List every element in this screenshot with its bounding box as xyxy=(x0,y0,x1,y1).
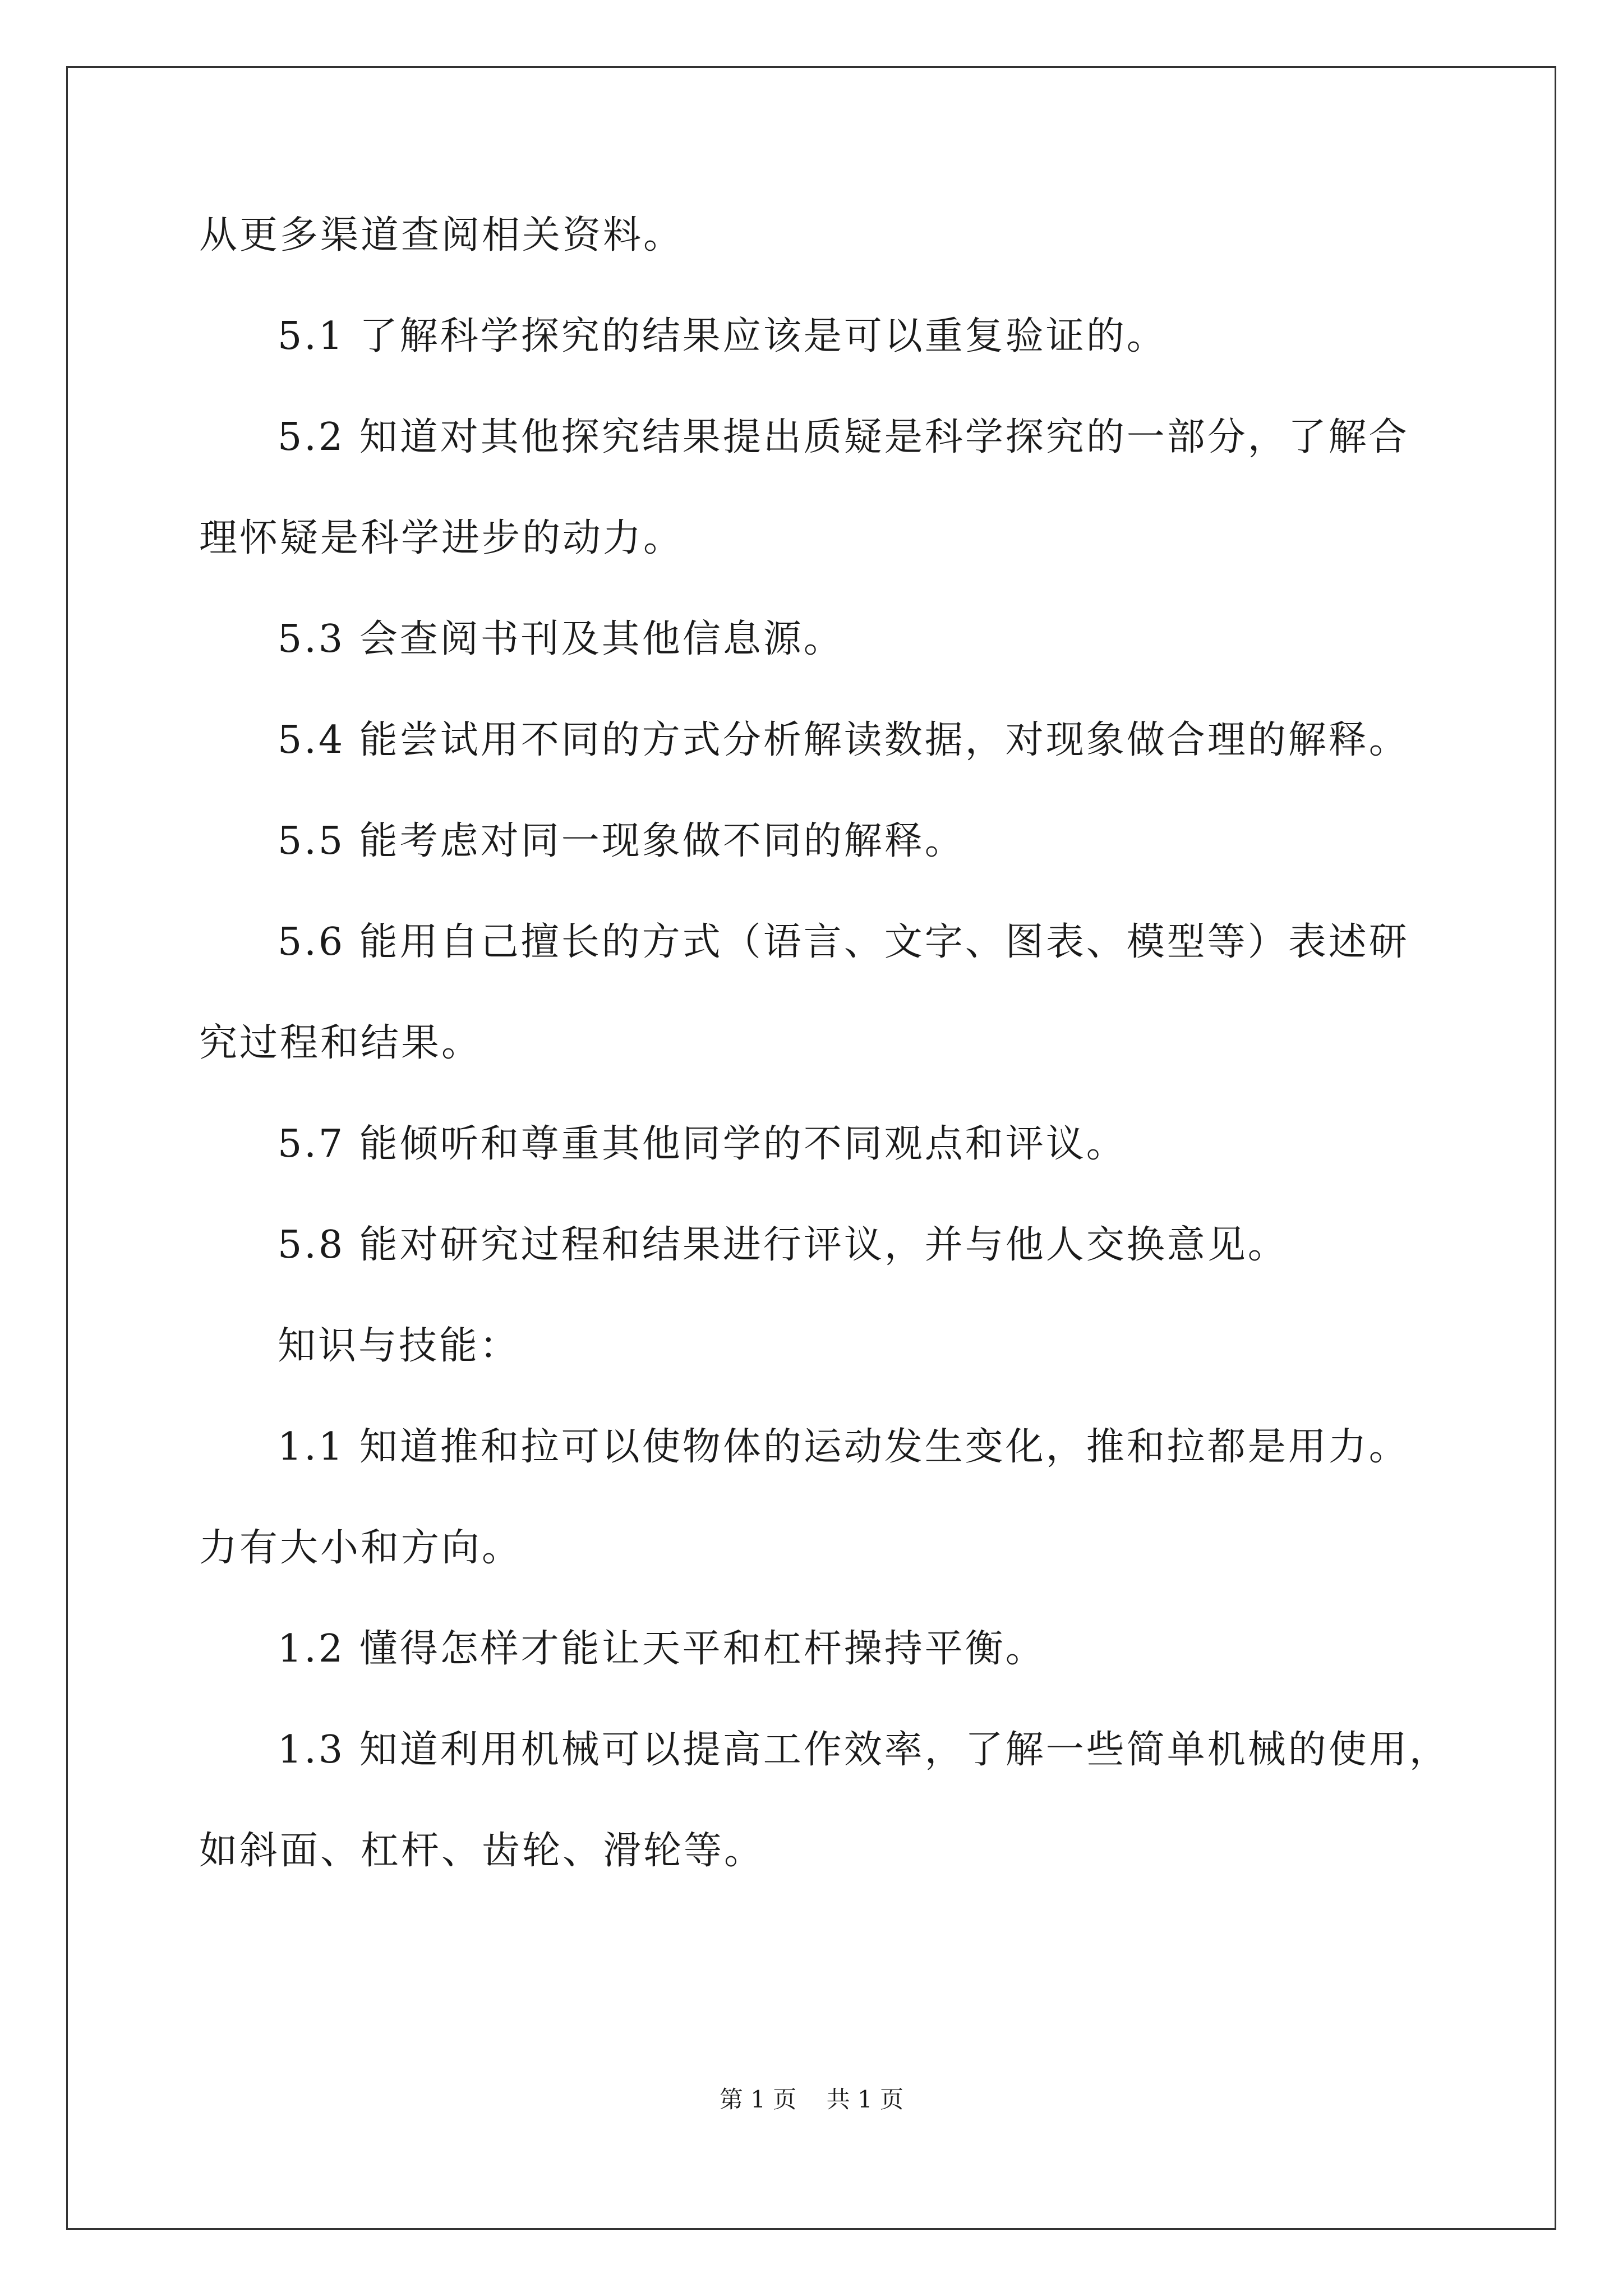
body-line-13: 1.1 知道推和拉可以使物体的运动发生变化，推和拉都是用力。 xyxy=(278,1425,1409,1469)
body-line-5: 5.3 会查阅书刊及其他信息源。 xyxy=(278,617,844,661)
page-footer: 第 1 页 共 1 页 xyxy=(719,2086,904,2113)
section-heading: 知识与技能： xyxy=(278,1324,520,1368)
body-line-17: 如斜面、杠杆、齿轮、滑轮等。 xyxy=(199,1829,765,1873)
body-line-16: 1.3 知道利用机械可以提高工作效率，了解一些简单机械的使用， xyxy=(278,1728,1450,1772)
body-line-6: 5.4 能尝试用不同的方式分析解读数据，对现象做合理的解释。 xyxy=(278,718,1409,762)
body-line-14: 力有大小和方向。 xyxy=(199,1526,523,1570)
body-line-8: 5.6 能用自己擅长的方式（语言、文字、图表、模型等）表述研 xyxy=(278,920,1409,964)
body-line-2: 5.1 了解科学探究的结果应该是可以重复验证的。 xyxy=(278,314,1167,358)
body-line-3: 5.2 知道对其他探究结果提出质疑是科学探究的一部分，了解合 xyxy=(278,415,1409,459)
body-line-15: 1.2 懂得怎样才能让天平和杠杆操持平衡。 xyxy=(278,1627,1046,1671)
body-line-1: 从更多渠道查阅相关资料。 xyxy=(199,213,684,257)
body-line-7: 5.5 能考虑对同一现象做不同的解释。 xyxy=(278,819,965,863)
body-line-9: 究过程和结果。 xyxy=(199,1021,482,1065)
body-line-4: 理怀疑是科学进步的动力。 xyxy=(199,516,684,560)
body-line-11: 5.8 能对研究过程和结果进行评议，并与他人交换意见。 xyxy=(278,1223,1288,1267)
body-line-10: 5.7 能倾听和尊重其他同学的不同观点和评议。 xyxy=(278,1122,1127,1166)
